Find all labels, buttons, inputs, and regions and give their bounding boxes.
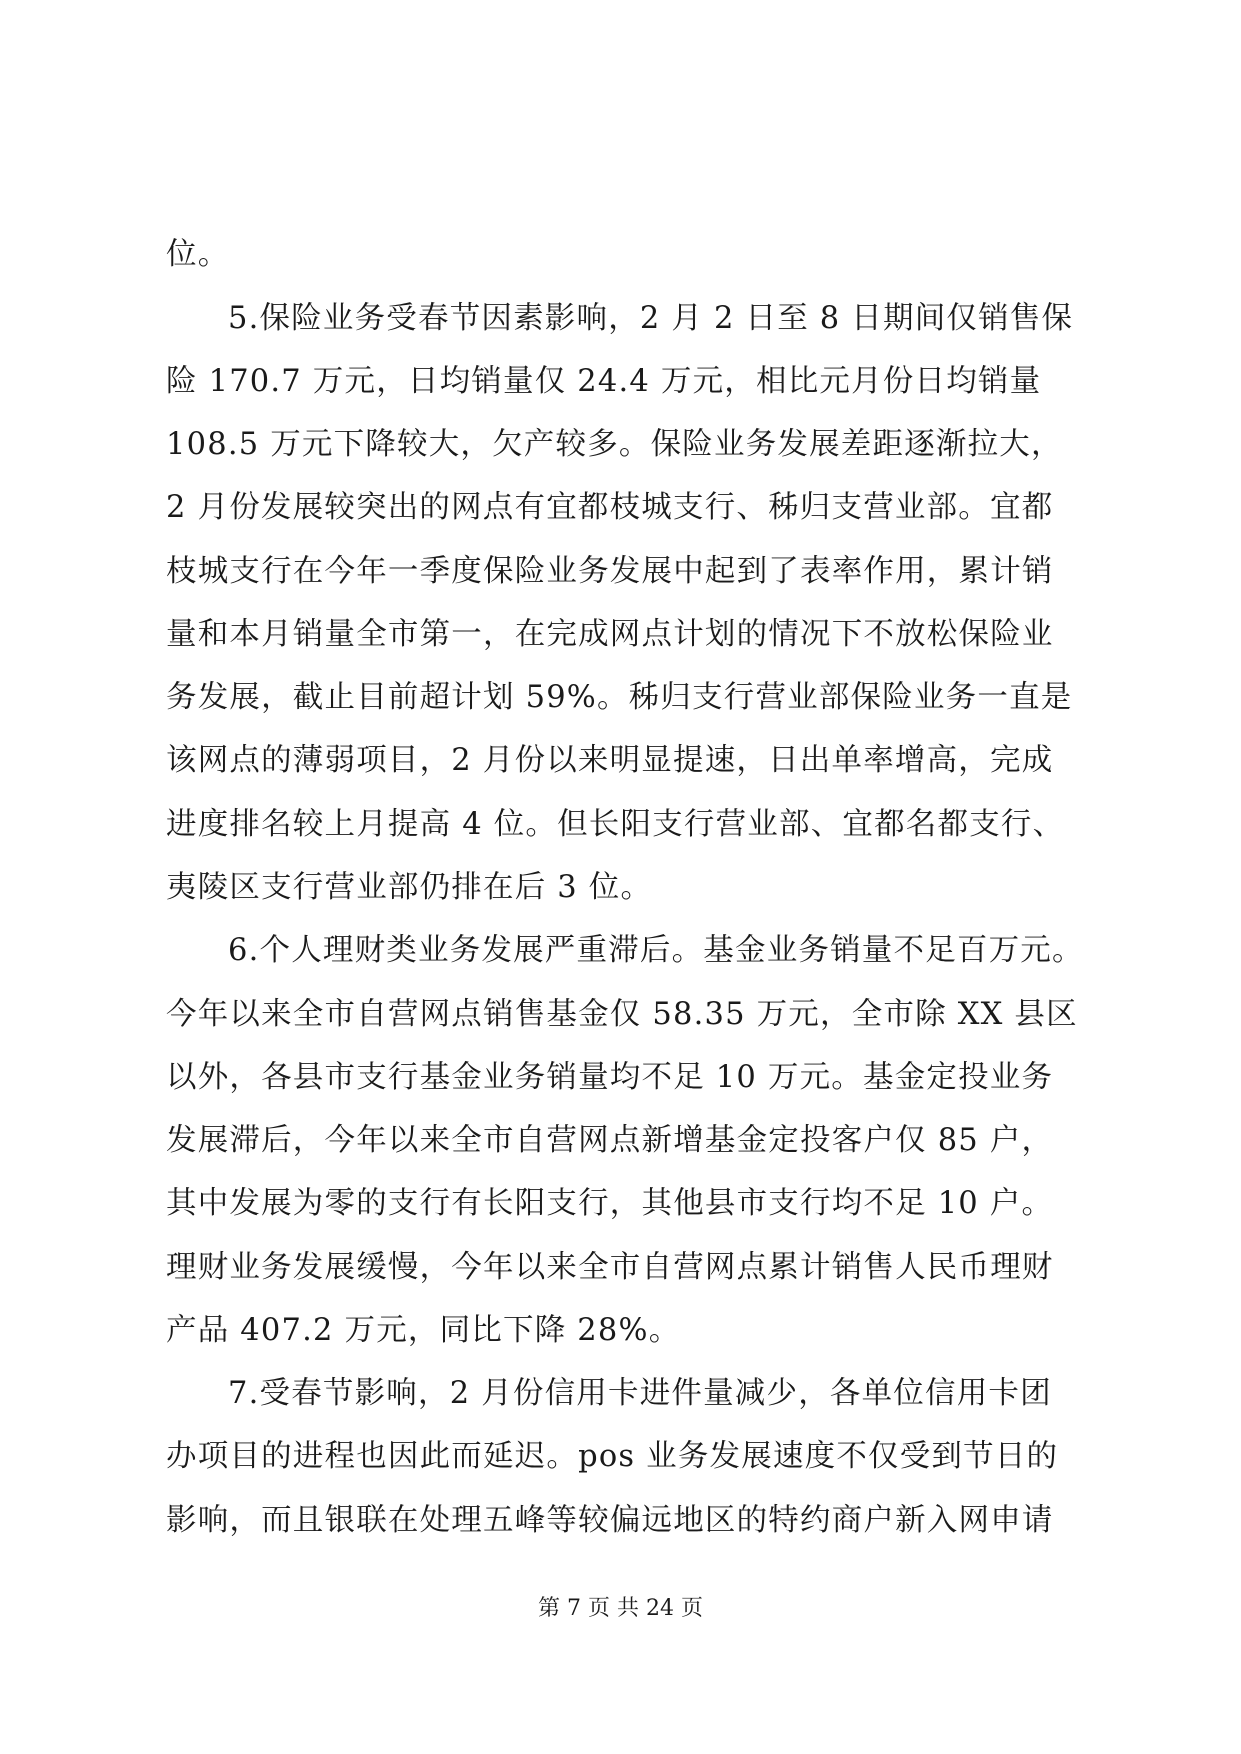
text-line: 进度排名较上月提高 4 位。但长阳支行营业部、宜都名都支行、 xyxy=(166,807,1065,842)
text-line: 2 月份发展较突出的网点有宜都枝城支行、秭归支营业部。宜都 xyxy=(166,490,1054,525)
text-line: 108.5 万元下降较大，欠产较多。保险业务发展差距逐渐拉大， xyxy=(166,427,1063,462)
text-line: 位。 xyxy=(166,237,230,272)
text-line: 5.保险业务受春节因素影响，2 月 2 日至 8 日期间仅销售保 xyxy=(228,301,1074,336)
text-line: 量和本月销量全市第一，在完成网点计划的情况下不放松保险业 xyxy=(166,617,1054,652)
text-line: 枝城支行在今年一季度保险业务发展中起到了表率作用，累计销 xyxy=(166,554,1054,589)
text-line: 7.受春节影响，2 月份信用卡进件量减少，各单位信用卡团 xyxy=(228,1376,1052,1411)
text-line: 该网点的薄弱项目，2 月份以来明显提速，日出单率增高，完成 xyxy=(166,743,1054,778)
text-line: 险 170.7 万元，日均销量仅 24.4 万元，相比元月份日均销量 xyxy=(166,364,1042,399)
text-line: 影响，而且银联在处理五峰等较偏远地区的特约商户新入网申请 xyxy=(166,1503,1054,1538)
text-line: 理财业务发展缓慢，今年以来全市自营网点累计销售人民币理财 xyxy=(166,1250,1054,1285)
text-line: 其中发展为零的支行有长阳支行，其他县市支行均不足 10 户。 xyxy=(166,1186,1054,1221)
text-line: 今年以来全市自营网点销售基金仅 58.35 万元，全市除 XX 县区 xyxy=(166,997,1078,1032)
text-line: 务发展，截止目前超计划 59%。秭归支行营业部保险业务一直是 xyxy=(166,680,1073,715)
text-line: 夷陵区支行营业部仍排在后 3 位。 xyxy=(166,870,653,905)
text-line: 办项目的进程也因此而延迟。pos 业务发展速度不仅受到节日的 xyxy=(166,1439,1059,1474)
text-line: 产品 407.2 万元，同比下降 28%。 xyxy=(166,1313,681,1348)
text-line: 6.个人理财类业务发展严重滞后。基金业务销量不足百万元。 xyxy=(228,933,1084,968)
text-line: 发展滞后，今年以来全市自营网点新增基金定投客户仅 85 户， xyxy=(166,1123,1054,1158)
text-line: 以外，各县市支行基金业务销量均不足 10 万元。基金定投业务 xyxy=(166,1060,1054,1095)
page-number-footer: 第 7 页 共 24 页 xyxy=(538,1596,703,1621)
